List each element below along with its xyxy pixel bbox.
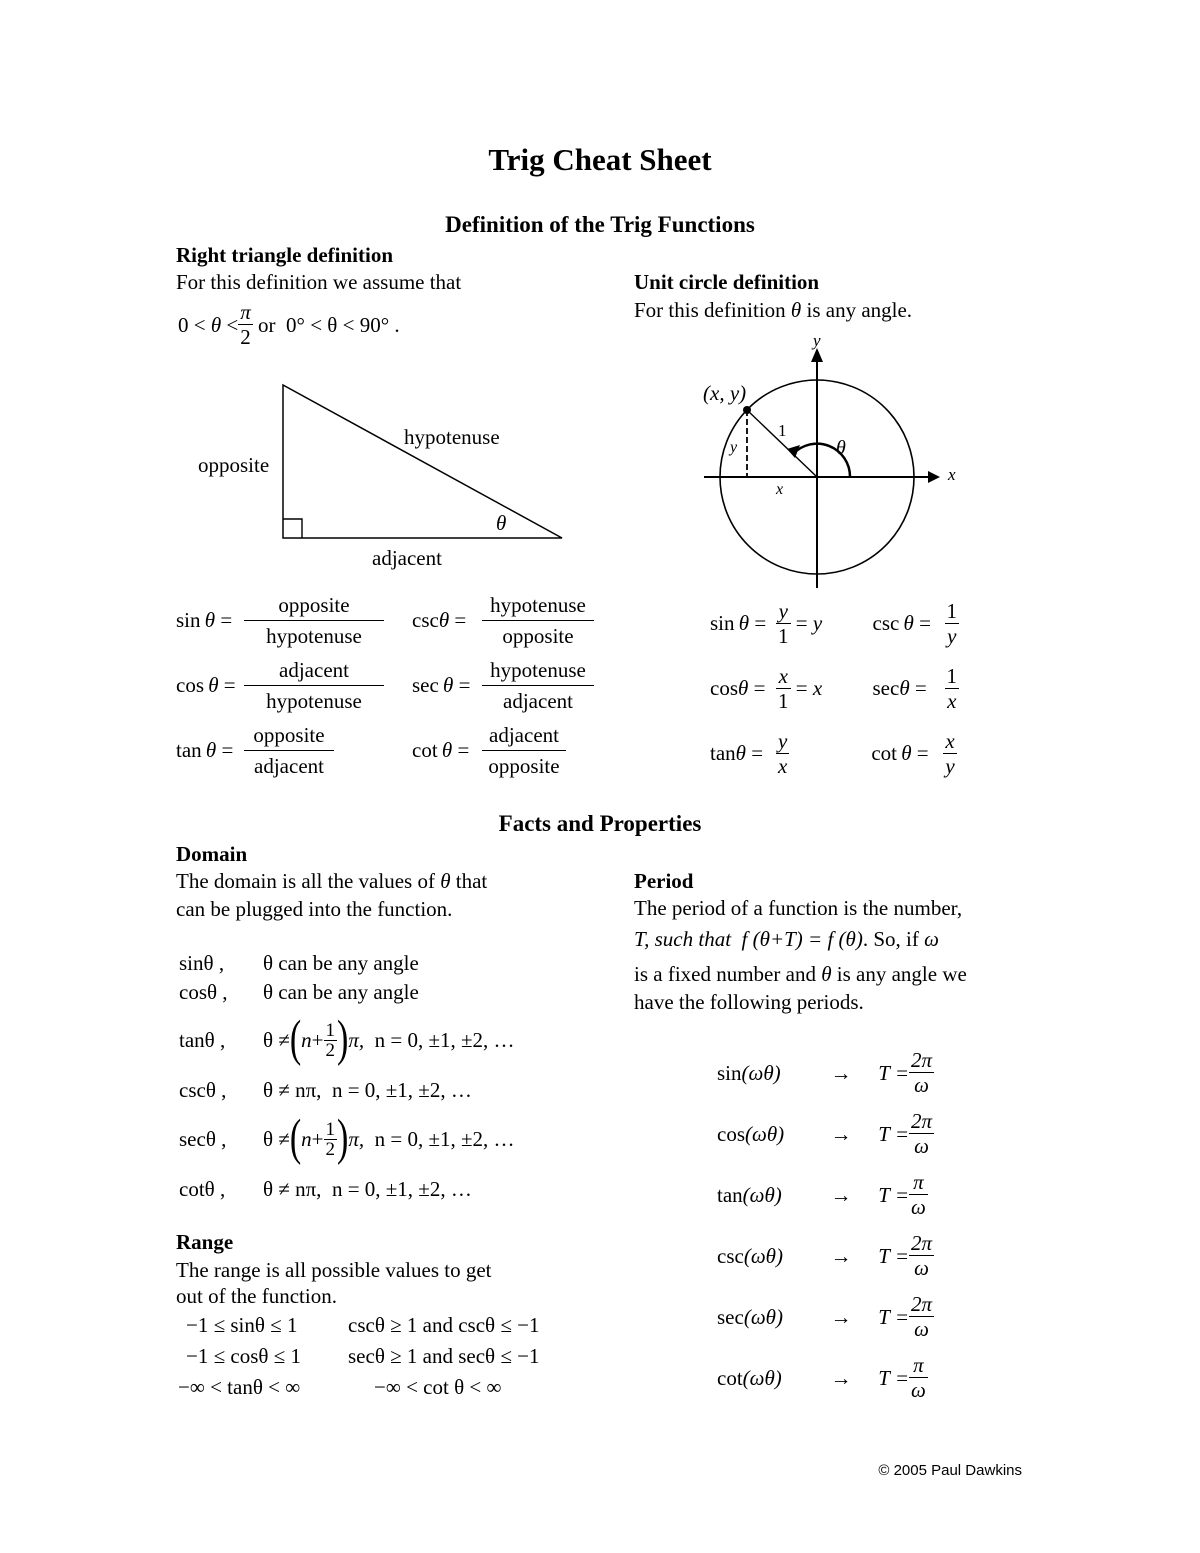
t-equals: T = — [878, 1060, 909, 1085]
pi: π — [240, 300, 251, 324]
theta-label: θ — [496, 511, 507, 535]
domain-cond-cot: θ ≠ nπ, — [263, 1176, 322, 1201]
unit-circle-heading: Unit circle definition — [634, 270, 820, 294]
t-equals: T = — [878, 1182, 909, 1207]
range-text-2: out of the function. — [176, 1284, 337, 1308]
arrow: → — [830, 1304, 852, 1329]
domain-cond-sin: θ can be any angle — [263, 950, 419, 975]
degree-range: 0° < θ < 90° — [286, 312, 390, 337]
domain-cond-csc: θ ≠ nπ, — [263, 1077, 322, 1102]
radius-label: 1 — [778, 421, 787, 440]
plus-sign: + — [311, 1028, 324, 1052]
range-sin: −1 ≤ sinθ ≤ 1 — [186, 1312, 298, 1337]
t-equals: T = — [878, 1121, 909, 1146]
hypotenuse-label: hypotenuse — [404, 425, 500, 449]
domain-fn-cos: cosθ , — [179, 979, 228, 1004]
period-fraction-csc: $\frac{2\pi}{\omega}$ — [911, 1231, 933, 1280]
period-fraction-sin: $\frac{2\pi}{\omega}$ — [911, 1048, 933, 1097]
domain-text-2: can be plugged into the function. — [176, 897, 453, 921]
or-word: or — [258, 312, 276, 337]
arrow: → — [830, 1243, 852, 1268]
uc-cot-fraction: $\frac{x}{y}$ — [945, 728, 955, 778]
period-dot: . — [394, 312, 400, 337]
t-equals: T = — [878, 1304, 909, 1329]
domain-row-sec — [179, 1105, 515, 1173]
right-triangle-intro: For this definition we assume that — [176, 270, 462, 294]
unit-circle-diagram — [690, 330, 980, 595]
x-axis-arrow — [928, 471, 940, 483]
rt-functions — [176, 588, 594, 782]
range-cot: −∞ < cot θ < ∞ — [374, 1374, 502, 1399]
domain-text-1: The domain is all the values of θ that — [176, 869, 488, 893]
period-text-3b: is any angle we — [836, 962, 967, 986]
domain-row-sin — [179, 948, 515, 977]
period-fn-sec: sec(ωθ) — [717, 1304, 783, 1329]
period-text-3: is a fixed number and θ is any angle we — [634, 962, 967, 986]
rt-cot-label: cot θ = — [412, 738, 470, 762]
point-marker — [743, 406, 751, 414]
point-label: (x, y) — [703, 381, 747, 405]
two: 2 — [238, 324, 253, 349]
one-half: $\frac{1}{2}$ — [325, 1019, 336, 1061]
domain-row-cot — [179, 1173, 515, 1204]
right-triangle-heading: Right triangle definition — [176, 243, 394, 267]
rt-cos-label: cos θ = — [176, 673, 236, 697]
uc-sin-fraction: $\frac{y}{1}$ — [778, 598, 789, 648]
range-sec: secθ ≥ 1 and secθ ≤ −1 — [348, 1343, 540, 1368]
period-fn-tan: tan(ωθ) — [717, 1182, 782, 1207]
period-text-3a: is a fixed number and — [634, 962, 816, 986]
t-equals: T = — [878, 1243, 909, 1268]
range-row-2 — [186, 1340, 539, 1371]
period-fraction-sec: $\frac{2\pi}{\omega}$ — [911, 1292, 933, 1341]
period-text-2 — [634, 925, 939, 953]
domain-tail-tan: n = 0, ±1, ±2, … — [374, 1028, 515, 1052]
rt-row-2 — [176, 653, 594, 717]
domain-table — [179, 948, 515, 1204]
angle-arc-arrow — [787, 445, 800, 458]
period-row-tan — [717, 1165, 934, 1224]
domain-cond-sec-pre: θ ≠ — [263, 1127, 290, 1151]
y-axis-arrow — [811, 348, 823, 362]
domain-text-1b: that — [455, 869, 488, 893]
range-table — [178, 1309, 540, 1402]
uc-cos-fraction: $\frac{x}{1}$ — [778, 663, 789, 713]
period-text-4: have the following periods. — [634, 990, 864, 1014]
arrow: → — [830, 1365, 852, 1390]
right-triangle-diagram — [190, 375, 580, 575]
period-formula: f (θ+T) = f (θ) — [741, 927, 863, 951]
uc-sin-rhs: = y — [790, 611, 823, 635]
period-row-cos — [717, 1104, 934, 1163]
lt-sign-2: < — [226, 312, 239, 337]
uc-tan-label: tanθ = — [710, 741, 764, 765]
one-half: $\frac{1}{2}$ — [325, 1118, 336, 1160]
x-axis-label: x — [948, 465, 956, 484]
uc-sec-fraction: $\frac{1}{x}$ — [946, 663, 957, 713]
period-fn-sin: sin(ωθ) — [717, 1060, 781, 1085]
right-paren: ) — [337, 1011, 349, 1067]
domain-text-1a: The domain is all the values of — [176, 869, 435, 893]
range-csc: cscθ ≥ 1 and cscθ ≤ −1 — [348, 1312, 540, 1337]
angle-assumption: 0 < θ < π 2 or 0° < θ < 90° . — [178, 300, 400, 349]
pi-comma: π, — [348, 1028, 365, 1052]
period-fraction-cot: $\frac{\pi}{\omega}$ — [911, 1353, 926, 1402]
period-heading: Period — [634, 869, 694, 893]
period-row-sec — [717, 1287, 934, 1346]
rt-row-3 — [176, 718, 594, 782]
uc-csc-label: csc θ = — [872, 611, 931, 635]
rt-row-1 — [176, 588, 594, 652]
rt-sec-label: sec θ = — [412, 673, 471, 697]
domain-row-cos — [179, 977, 515, 1006]
y-axis-label: y — [813, 331, 821, 350]
domain-cond-tan-pre: θ ≠ — [263, 1028, 290, 1052]
y-segment-label: y — [730, 439, 738, 456]
range-tan: −∞ < tanθ < ∞ — [178, 1374, 301, 1399]
uc-cot-label: cot θ = — [871, 741, 929, 765]
uc-row-1 — [710, 592, 959, 654]
opposite-label: opposite — [198, 453, 270, 477]
x-segment-label: x — [776, 481, 784, 498]
period-text-1: The period of a function is the number, — [634, 896, 963, 920]
domain-fn-tan: tanθ , — [179, 1028, 226, 1052]
unit-intro-post: is any angle. — [806, 298, 913, 322]
plus-sign: + — [311, 1127, 324, 1151]
triangle-shape — [283, 385, 562, 538]
period-fn-cot: cot(ωθ) — [717, 1365, 782, 1390]
left-paren: ( — [289, 1011, 302, 1067]
period-row-sin — [717, 1043, 934, 1102]
period-table — [717, 1043, 934, 1407]
domain-fn-csc: cscθ , — [179, 1077, 227, 1102]
arrow: → — [830, 1060, 852, 1085]
rt-sec-fraction: hypotenuse adjacent — [482, 655, 594, 716]
unit-intro-pre: For this definition — [634, 298, 786, 322]
n-var: n — [301, 1127, 312, 1151]
uc-row-2 — [710, 657, 959, 719]
copyright-footer: © 2005 Paul Dawkins — [878, 1462, 1022, 1479]
uc-sin-label: sin θ = — [710, 611, 767, 635]
right-angle-mark — [283, 519, 302, 538]
domain-tail-cot: n = 0, ±1, ±2, … — [331, 1176, 472, 1201]
rt-cot-fraction: adjacent opposite — [482, 720, 566, 781]
domain-tail-sec: n = 0, ±1, ±2, … — [374, 1127, 515, 1151]
period-text-2c: . So, if — [862, 927, 919, 951]
domain-fn-sec: secθ , — [179, 1127, 227, 1151]
unit-circle-intro: For this definition θ is any angle. — [634, 298, 913, 322]
domain-tail-csc: n = 0, ±1, ±2, … — [331, 1077, 472, 1102]
section-heading-facts: Facts and Properties — [498, 811, 702, 836]
arrow: → — [830, 1121, 852, 1146]
uc-cos-label: cosθ = — [710, 676, 766, 700]
period-fn-csc: csc(ωθ) — [717, 1243, 783, 1268]
period-row-cot — [717, 1348, 934, 1407]
zero: 0 — [178, 312, 189, 337]
range-row-3 — [178, 1371, 539, 1402]
pi-comma: π, — [348, 1127, 365, 1151]
period-text-2a: T, such that — [634, 927, 732, 951]
domain-fn-sin: sinθ , — [179, 950, 225, 975]
adjacent-label: adjacent — [372, 546, 442, 570]
range-heading: Range — [176, 1230, 234, 1254]
period-row-csc — [717, 1226, 934, 1285]
period-fraction-tan: $\frac{\pi}{\omega}$ — [911, 1170, 926, 1219]
domain-row-tan — [179, 1006, 515, 1074]
lt-sign: < — [193, 312, 206, 337]
rt-csc-fraction: hypotenuse opposite — [482, 590, 594, 651]
uc-csc-fraction: $\frac{1}{y}$ — [946, 598, 957, 648]
n-var: n — [301, 1028, 312, 1052]
rt-sin-label: sin θ = — [176, 608, 233, 632]
domain-fn-cot: cotθ , — [179, 1176, 226, 1201]
uc-cos-rhs: = x — [790, 676, 823, 700]
range-row-1 — [186, 1309, 539, 1340]
section-heading-definitions: Definition of the Trig Functions — [445, 212, 755, 237]
domain-cond-cos: θ can be any angle — [263, 979, 419, 1004]
left-paren: ( — [289, 1110, 302, 1166]
t-equals: T = — [878, 1365, 909, 1390]
domain-heading: Domain — [176, 842, 248, 866]
uc-functions — [710, 592, 959, 784]
theta-label: θ — [836, 437, 846, 459]
period-fn-cos: cos(ωθ) — [717, 1121, 785, 1146]
rt-csc-label: cscθ = — [412, 608, 467, 632]
rt-sin-fraction: opposite hypotenuse — [244, 590, 384, 651]
range-text-1: The range is all possible values to get — [176, 1258, 492, 1282]
omega-symbol: ω — [924, 927, 939, 951]
pi-over-2 — [238, 300, 253, 349]
uc-tan-fraction: $\frac{y}{x}$ — [778, 728, 788, 778]
rt-tan-fraction: opposite adjacent — [244, 720, 334, 781]
page-title: Trig Cheat Sheet — [488, 142, 712, 177]
uc-sec-label: secθ = — [872, 676, 927, 700]
uc-row-3 — [710, 722, 959, 784]
rt-tan-label: tan θ = — [176, 738, 234, 762]
domain-row-csc — [179, 1074, 515, 1105]
right-paren: ) — [337, 1110, 349, 1166]
arrow: → — [830, 1182, 852, 1207]
period-fraction-cos: $\frac{2\pi}{\omega}$ — [911, 1109, 933, 1158]
rt-cos-fraction: adjacent hypotenuse — [244, 655, 384, 716]
range-cos: −1 ≤ cosθ ≤ 1 — [186, 1343, 301, 1368]
